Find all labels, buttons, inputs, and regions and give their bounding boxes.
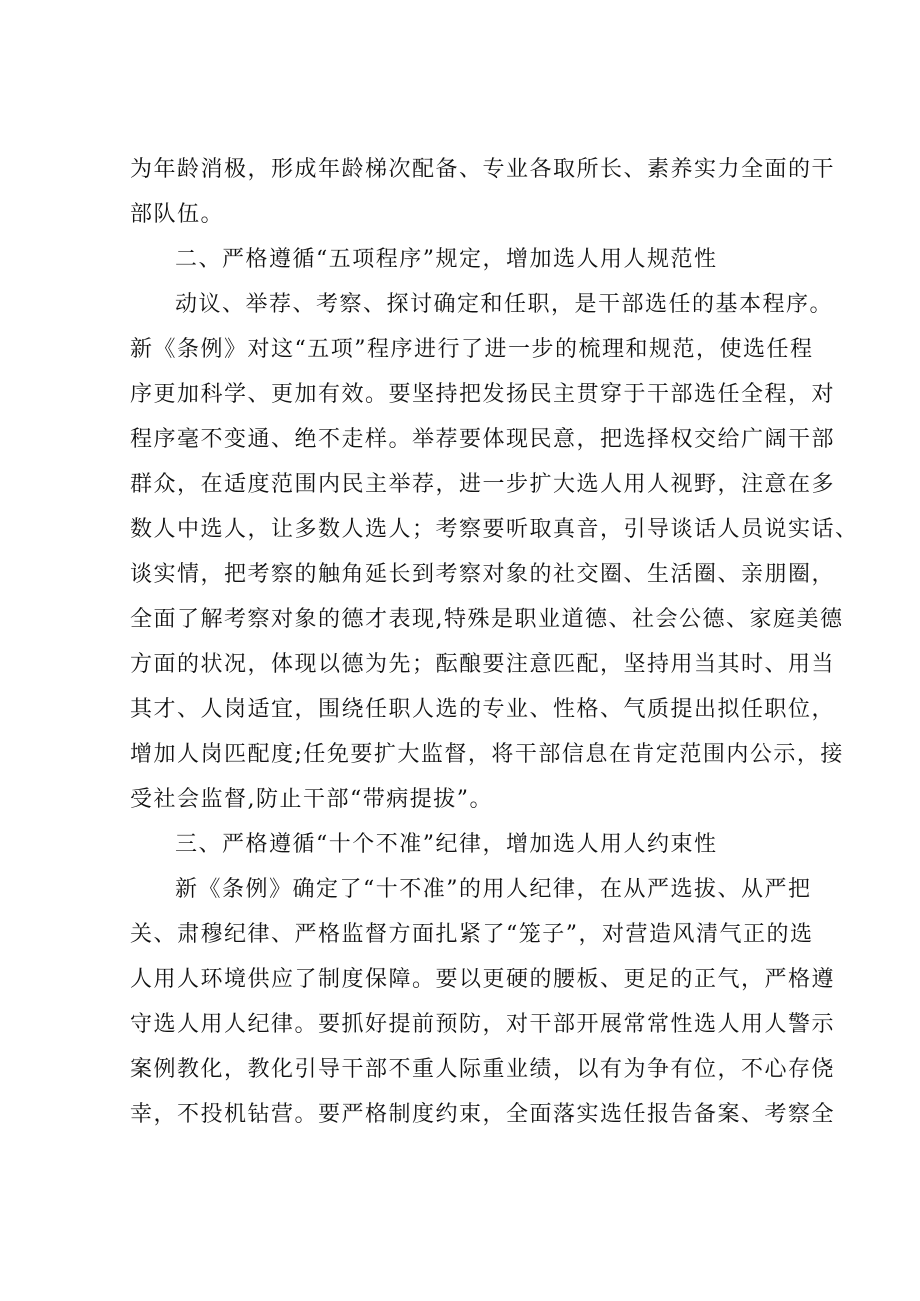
paragraph-line: 其才、人岗适宜，围绕任职人选的专业、性格、气质提出拟任职位， <box>130 697 836 722</box>
section-heading-3: 三、严格遵循“十个不准”纪律，增加选人用人约束性 <box>175 832 718 857</box>
paragraph-line: 数人中选人，让多数人选人；考察要听取真音，引导谈话人员说实话、 <box>130 517 859 542</box>
paragraph-line: 方面的状况，体现以德为先；酝酿要注意匹配，坚持用当其时、用当 <box>130 652 836 677</box>
paragraph-line: 部队伍。 <box>130 202 225 227</box>
paragraph-line: 谈实情，把考察的触角延长到考察对象的社交圈、生活圈、亲朋圈， <box>130 562 836 587</box>
paragraph-line: 群众，在适度范围内民主举荐，进一步扩大选人用人视野，注意在多 <box>130 472 836 497</box>
paragraph-line: 受社会监督,防止干部“带病提拔”。 <box>130 787 493 812</box>
paragraph-line: 守选人用人纪律。要抓好提前预防，对干部开展常常性选人用人警示 <box>130 1012 836 1037</box>
paragraph-line: 为年龄消极，形成年龄梯次配备、专业各取所长、素养实力全面的干 <box>130 157 836 182</box>
paragraph-line: 案例教化，教化引导干部不重人际重业绩，以有为争有位，不心存侥 <box>130 1057 836 1082</box>
paragraph-line: 新《条例》对这“五项”程序进行了进一步的梳理和规范，使选任程 <box>130 337 814 362</box>
paragraph-line: 人用人环境供应了制度保障。要以更硬的腰板、更足的正气，严格遵 <box>130 967 836 992</box>
section-heading-2: 二、严格遵循“五项程序”规定，增加选人用人规范性 <box>175 247 718 272</box>
paragraph-line: 新《条例》确定了“十不准”的用人纪律，在从严选拔、从严把 <box>175 877 812 902</box>
paragraph-line: 全面了解考察对象的德才表现,特殊是职业道德、社会公德、家庭美德 <box>130 607 844 632</box>
paragraph-line: 幸，不投机钻营。要严格制度约束，全面落实选任报告备案、考察全 <box>130 1102 836 1127</box>
paragraph-line: 动议、举荐、考察、探讨确定和任职，是干部选任的基本程序。 <box>175 292 834 317</box>
paragraph-line: 序更加科学、更加有效。要坚持把发扬民主贯穿于干部选任全程，对 <box>130 382 836 407</box>
paragraph-line: 关、肃穆纪律、严格监督方面扎紧了“笼子”，对营造风清气正的选 <box>130 922 814 947</box>
paragraph-line: 增加人岗匹配度;任免要扩大监督，将干部信息在肯定范围内公示，接 <box>130 742 844 767</box>
paragraph-line: 程序毫不变通、绝不走样。举荐要体现民意，把选择权交给广阔干部 <box>130 427 836 452</box>
